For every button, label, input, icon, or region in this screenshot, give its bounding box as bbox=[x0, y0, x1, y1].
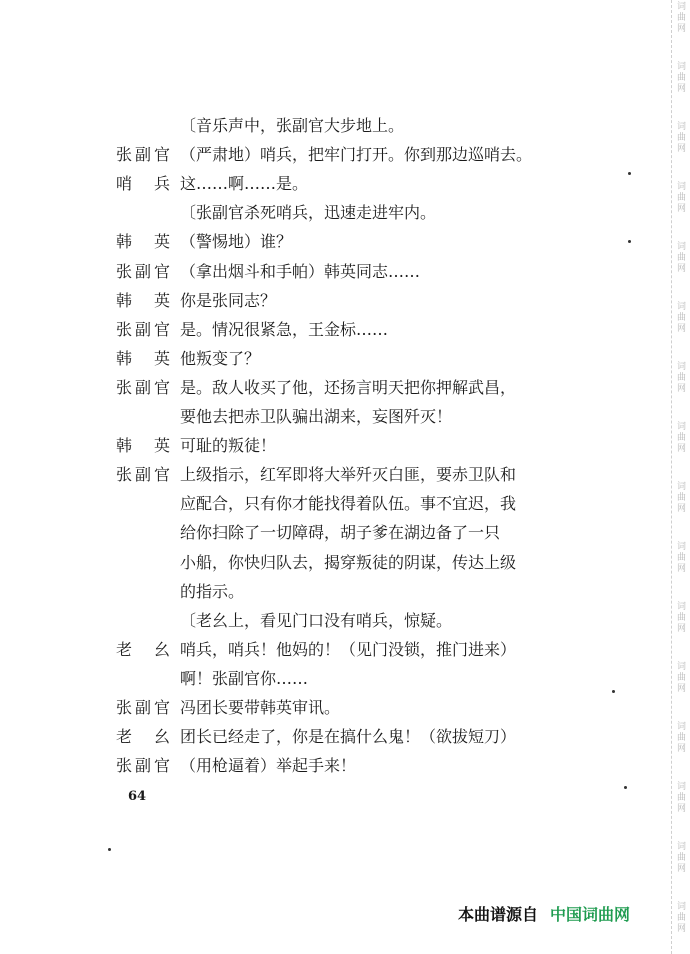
watermark-mark bbox=[675, 782, 688, 815]
watermark-mark bbox=[675, 242, 688, 275]
dialogue-line bbox=[0, 170, 560, 198]
watermark-char: 曲 bbox=[676, 313, 686, 323]
watermark-char: 曲 bbox=[676, 613, 686, 623]
speech-text: 哨兵，哨兵！他妈的！（见门没锁，推门进来） bbox=[180, 640, 517, 659]
speech-text: 要他去把赤卫队骗出湖来，妄图歼灭！ bbox=[180, 407, 453, 426]
watermark-mark bbox=[675, 182, 688, 215]
speaker-name: 老幺 bbox=[116, 640, 170, 659]
watermark-char: 网 bbox=[676, 564, 686, 574]
watermark-char: 网 bbox=[676, 24, 686, 34]
stage-direction-text: 〔音乐声中，张副官大步地上。 bbox=[180, 116, 405, 135]
watermark-char: 网 bbox=[676, 204, 686, 214]
watermark-mark bbox=[675, 422, 688, 455]
speech-text: 啊！张副官你…… bbox=[180, 669, 309, 688]
speaker-name: 韩英 bbox=[116, 291, 170, 310]
dialogue-line bbox=[0, 228, 560, 256]
speech-text: （警惕地）谁？ bbox=[180, 232, 293, 251]
watermark-char: 网 bbox=[676, 324, 686, 334]
speaker-name: 韩英 bbox=[116, 349, 170, 368]
speaker-name: 哨兵 bbox=[116, 174, 170, 193]
source-label: 本曲谱源自 bbox=[458, 905, 539, 924]
watermark-char: 曲 bbox=[676, 373, 686, 383]
watermark-char: 词 bbox=[676, 422, 686, 432]
source-credit bbox=[458, 904, 630, 926]
print-speck bbox=[612, 690, 615, 693]
dialogue-line bbox=[0, 461, 560, 489]
page-number: 64 bbox=[128, 789, 147, 804]
speech-text: 上级指示，红军即将大举歼灭白匪，要赤卫队和 bbox=[180, 465, 517, 484]
watermark-mark bbox=[675, 662, 688, 695]
watermark-char: 词 bbox=[676, 842, 686, 852]
watermark-char: 网 bbox=[676, 384, 686, 394]
watermark-char: 网 bbox=[676, 744, 686, 754]
speech-text: 是。敌人收买了他，还扬言明天把你押解武昌， bbox=[180, 378, 517, 397]
speaker-name: 张副官 bbox=[116, 320, 170, 339]
watermark-char: 网 bbox=[676, 864, 686, 874]
watermark-char: 词 bbox=[676, 122, 686, 132]
watermark-char: 词 bbox=[676, 602, 686, 612]
speaker-name: 张副官 bbox=[116, 756, 170, 775]
watermark-char: 词 bbox=[676, 2, 686, 12]
watermark-char: 词 bbox=[676, 722, 686, 732]
speech-text: 冯团长要带韩英审讯。 bbox=[180, 698, 341, 717]
watermark-char: 词 bbox=[676, 782, 686, 792]
watermark-char: 曲 bbox=[676, 493, 686, 503]
dialogue-line bbox=[0, 432, 560, 460]
dialogue-line bbox=[0, 287, 560, 315]
speech-text: 应配合，只有你才能找得着队伍。事不宜迟，我 bbox=[180, 494, 517, 513]
watermark-char: 词 bbox=[676, 182, 686, 192]
speech-text: 你是张同志？ bbox=[180, 291, 277, 310]
watermark-mark bbox=[675, 362, 688, 395]
watermark-char: 网 bbox=[676, 804, 686, 814]
watermark-char: 词 bbox=[676, 242, 686, 252]
watermark-char: 网 bbox=[676, 624, 686, 634]
watermark-mark bbox=[675, 902, 688, 935]
dialogue-continuation bbox=[0, 519, 560, 547]
speech-text: （用枪逼着）举起手来！ bbox=[180, 756, 357, 775]
watermark-char: 网 bbox=[676, 504, 686, 514]
watermark-char: 曲 bbox=[676, 853, 686, 863]
dialogue-continuation bbox=[0, 549, 560, 577]
speech-text: （拿出烟斗和手帕）韩英同志…… bbox=[180, 262, 421, 281]
speech-text: 这……啊……是。 bbox=[180, 174, 309, 193]
watermark-char: 词 bbox=[676, 902, 686, 912]
watermark-char: 词 bbox=[676, 542, 686, 552]
dialogue-line bbox=[0, 752, 560, 780]
print-speck bbox=[624, 786, 627, 789]
watermark-char: 曲 bbox=[676, 13, 686, 23]
watermark-char: 曲 bbox=[676, 193, 686, 203]
watermark-mark bbox=[675, 2, 688, 35]
stage-direction bbox=[0, 607, 560, 635]
stage-direction-text: 〔老幺上，看见门口没有哨兵，惊疑。 bbox=[180, 611, 453, 630]
watermark-char: 曲 bbox=[676, 913, 686, 923]
watermark-mark bbox=[675, 482, 688, 515]
dialogue-continuation bbox=[0, 578, 560, 606]
watermark-mark bbox=[675, 842, 688, 875]
speech-text: 小船，你快归队去，揭穿叛徒的阴谋，传达上级 bbox=[180, 553, 517, 572]
speech-text: 的指示。 bbox=[180, 582, 245, 601]
watermark-mark bbox=[675, 62, 688, 95]
dialogue-line bbox=[0, 345, 560, 373]
watermark-mark bbox=[675, 302, 688, 335]
stage-direction bbox=[0, 199, 560, 227]
watermark-char: 网 bbox=[676, 684, 686, 694]
speech-text: 给你扫除了一切障碍，胡子爹在湖边备了一只 bbox=[180, 523, 501, 542]
dialogue-line bbox=[0, 258, 560, 286]
speech-text: 他叛变了？ bbox=[180, 349, 261, 368]
dialogue-continuation bbox=[0, 403, 560, 431]
watermark-mark bbox=[675, 542, 688, 575]
speaker-name: 张副官 bbox=[116, 465, 170, 484]
dialogue-line bbox=[0, 374, 560, 402]
watermark-char: 曲 bbox=[676, 253, 686, 263]
stage-direction bbox=[0, 112, 560, 140]
watermark-char: 曲 bbox=[676, 433, 686, 443]
watermark-mark bbox=[675, 122, 688, 155]
speaker-name: 张副官 bbox=[116, 262, 170, 281]
print-speck bbox=[628, 172, 631, 175]
dialogue-line bbox=[0, 141, 560, 169]
speaker-name: 张副官 bbox=[116, 145, 170, 164]
watermark-char: 词 bbox=[676, 62, 686, 72]
speech-text: 是。情况很紧急，王金标…… bbox=[180, 320, 389, 339]
watermark-char: 网 bbox=[676, 264, 686, 274]
speaker-name: 老幺 bbox=[116, 727, 170, 746]
watermark-char: 曲 bbox=[676, 553, 686, 563]
print-speck bbox=[108, 848, 111, 851]
watermark-mark bbox=[675, 602, 688, 635]
dialogue-line bbox=[0, 636, 560, 664]
watermark-char: 网 bbox=[676, 84, 686, 94]
speaker-name: 韩英 bbox=[116, 436, 170, 455]
stage-direction-text: 〔张副官杀死哨兵，迅速走进牢内。 bbox=[180, 203, 437, 222]
speech-text: 团长已经走了，你是在搞什么鬼！（欲拔短刀） bbox=[180, 727, 517, 746]
watermark-char: 网 bbox=[676, 924, 686, 934]
watermark-char: 曲 bbox=[676, 793, 686, 803]
watermark-char: 词 bbox=[676, 662, 686, 672]
dialogue-continuation bbox=[0, 665, 560, 693]
watermark-char: 曲 bbox=[676, 73, 686, 83]
dialogue-line bbox=[0, 316, 560, 344]
speech-text: （严肃地）哨兵，把牢门打开。你到那边巡哨去。 bbox=[180, 145, 533, 164]
watermark-char: 词 bbox=[676, 482, 686, 492]
speaker-name: 张副官 bbox=[116, 378, 170, 397]
dialogue-continuation bbox=[0, 490, 560, 518]
watermark-char: 曲 bbox=[676, 133, 686, 143]
watermark-char: 网 bbox=[676, 444, 686, 454]
speaker-name: 张副官 bbox=[116, 698, 170, 717]
watermark-char: 词 bbox=[676, 302, 686, 312]
watermark-char: 曲 bbox=[676, 673, 686, 683]
dialogue-line bbox=[0, 723, 560, 751]
watermark-char: 词 bbox=[676, 362, 686, 372]
watermark-char: 曲 bbox=[676, 733, 686, 743]
speech-text: 可耻的叛徒！ bbox=[180, 436, 277, 455]
dialogue-line bbox=[0, 694, 560, 722]
speaker-name: 韩英 bbox=[116, 232, 170, 251]
watermark-char: 网 bbox=[676, 144, 686, 154]
print-speck bbox=[628, 240, 631, 243]
watermark-mark bbox=[675, 722, 688, 755]
source-site: 中国词曲网 bbox=[550, 905, 631, 924]
